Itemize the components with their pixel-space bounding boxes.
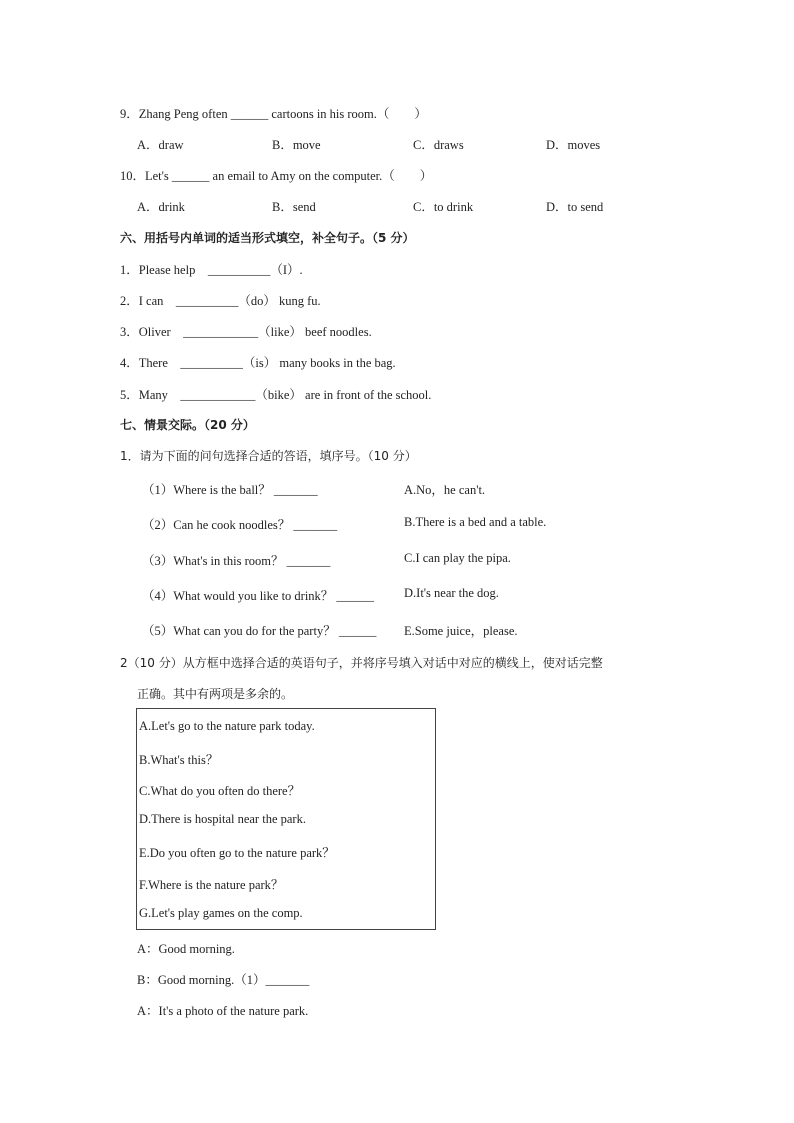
question-10-option-c: C．to drink [413, 200, 474, 214]
section-6-item-4: 4．There __________（is） many books in the bag. [120, 356, 396, 370]
question-10-stem: 10．Let's ______ an email to Amy on the computer.（ ） [120, 169, 433, 183]
matching-question-5: （5）What can you do for the party？ ______ [142, 624, 377, 638]
box-option-c: C.What do you often do there？ [139, 784, 301, 798]
matching-question-3: （3）What's in this room？ _______ [142, 554, 331, 568]
question-9-option-a: A．draw [137, 138, 184, 152]
matching-answer-e: E.Some juice，please. [404, 624, 518, 638]
box-option-f: F.Where is the nature park？ [139, 878, 284, 892]
matching-answer-b: B.There is a bed and a table. [404, 515, 547, 529]
dialogue-line-3: A：It's a photo of the nature park. [137, 1004, 309, 1018]
section-6-item-3: 3．Oliver ____________（like） beef noodles. [120, 325, 372, 339]
question-9-stem: 9．Zhang Peng often ______ cartoons in his room.（ ） [120, 107, 427, 121]
dialogue-line-2: B：Good morning.（1）_______ [137, 973, 310, 987]
dialogue-line-1: A：Good morning. [137, 942, 235, 956]
section-7-part-2-instruction-continued: 正确。其中有两项是多余的。 [137, 687, 294, 701]
section-6-item-2: 2．I can __________（do） kung fu. [120, 294, 321, 308]
question-9-option-c: C．draws [413, 138, 464, 152]
box-option-b: B.What's this？ [139, 753, 219, 767]
matching-answer-d: D.It's near the dog. [404, 586, 499, 600]
matching-question-4: （4）What would you like to drink？ ______ [142, 589, 374, 603]
section-6-item-5: 5．Many ____________（bike） are in front of the school. [120, 388, 432, 402]
matching-question-1: （1）Where is the ball？ _______ [142, 483, 318, 497]
section-6-heading: 六、用括号内单词的适当形式填空，补全句子。（5 分） [120, 231, 415, 245]
question-10-option-b: B．send [272, 200, 316, 214]
box-option-a: A.Let's go to the nature park today. [139, 719, 315, 733]
question-9-option-d: D．moves [546, 138, 601, 152]
box-option-d: D.There is hospital near the park. [139, 812, 306, 826]
matching-answer-c: C.I can play the pipa. [404, 551, 511, 565]
matching-question-2: （2）Can he cook noodles？ _______ [142, 518, 338, 532]
section-7-heading: 七、情景交际。（20 分） [120, 418, 255, 432]
section-7-part-2-instruction: 2（10 分）从方框中选择合适的英语句子，并将序号填入对话中对应的横线上，使对话完整 [120, 656, 603, 670]
matching-answer-a: A.No，he can't. [404, 483, 486, 497]
question-9-option-b: B．move [272, 138, 321, 152]
box-option-g: G.Let's play games on the comp. [139, 906, 303, 920]
box-option-e: E.Do you often go to the nature park？ [139, 846, 335, 860]
question-10-option-d: D．to send [546, 200, 604, 214]
section-7-part-1-instruction: 1．请为下面的问句选择合适的答语，填序号。（10 分） [120, 449, 417, 463]
section-6-item-1: 1．Please help __________（I）. [120, 263, 303, 277]
option-box [136, 708, 436, 930]
question-10-option-a: A．drink [137, 200, 185, 214]
